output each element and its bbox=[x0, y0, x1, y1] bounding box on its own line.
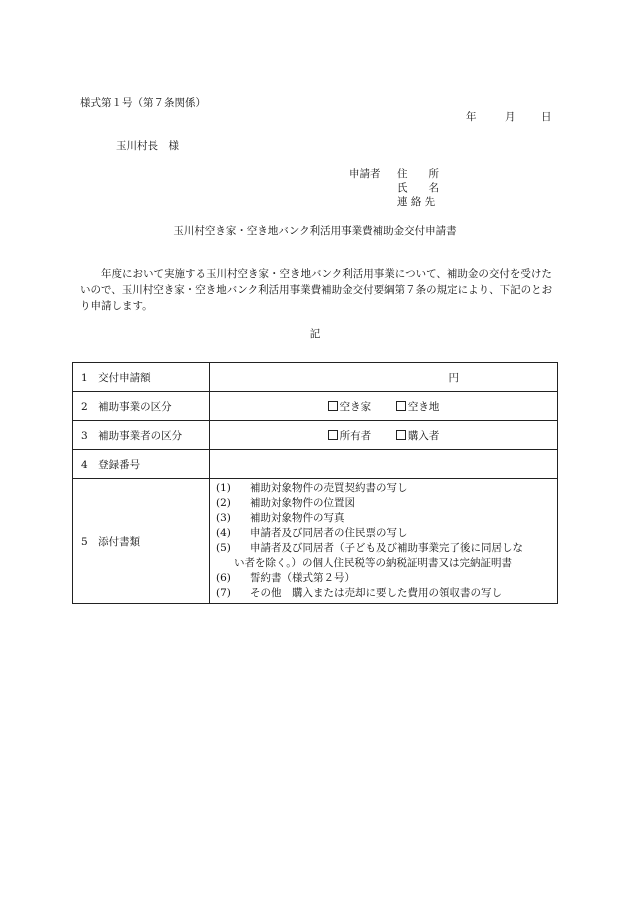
addressee: 玉川村長 様 bbox=[116, 140, 179, 152]
date-month: 月 bbox=[505, 111, 516, 123]
date-day: 日 bbox=[541, 111, 552, 123]
checkbox-akiya[interactable]: 空き家 bbox=[328, 401, 372, 413]
list-item: (1) 補助対象物件の売買契約書の写し bbox=[216, 482, 408, 494]
checkbox-icon bbox=[396, 401, 406, 411]
body-paragraph: 年度において実施する玉川村空き家・空き地バンク利活用事業について、補助金の交付を受けたいので、玉川村空き家・空き地バンク利活用事業費補助金交付要綱第７条の規定により、下記のとおり申請します。 bbox=[80, 268, 553, 312]
amount-field[interactable]: 円 bbox=[210, 363, 558, 392]
checkbox-icon bbox=[328, 401, 338, 411]
list-item: (7) その他 購入または売却に要した費用の領収書の写し bbox=[216, 587, 502, 599]
checkbox-icon bbox=[328, 430, 338, 440]
table-row bbox=[73, 479, 558, 604]
list-item-continuation: い者を除く。）の個人住民税等の納税証明書又は完納証明書 bbox=[234, 557, 513, 569]
checkbox-akichi[interactable]: 空き地 bbox=[396, 401, 440, 413]
table-row bbox=[73, 450, 558, 479]
checkbox-icon bbox=[396, 430, 406, 440]
registration-number-field[interactable] bbox=[210, 450, 558, 479]
list-item: (6) 誓約書（様式第２号） bbox=[216, 572, 355, 584]
list-item: (3) 補助対象物件の写真 bbox=[216, 512, 345, 524]
checkbox-owner[interactable]: 所有者 bbox=[328, 430, 372, 442]
table-row bbox=[73, 363, 558, 392]
row-label: 5 添付書類 bbox=[73, 479, 210, 604]
applicant-contact-label: 連 絡 先 bbox=[397, 196, 436, 208]
row-label: 2 補助事業の区分 bbox=[73, 392, 210, 421]
document-title: 玉川村空き家・空き地バンク利活用事業費補助金交付申請書 bbox=[173, 225, 457, 237]
attachments-list bbox=[210, 479, 558, 604]
application-table bbox=[72, 362, 558, 604]
list-item: (2) 補助対象物件の位置図 bbox=[216, 497, 355, 509]
list-item: (5) 申請者及び同居者（子ども及び補助事業完了後に同居しな bbox=[216, 542, 523, 554]
ki-heading: 記 bbox=[309, 328, 321, 340]
applicant-name-label: 氏 名 bbox=[397, 182, 439, 194]
applicant-label: 申請者 bbox=[349, 168, 381, 180]
table-row bbox=[73, 421, 558, 450]
applicant-address-label: 住 所 bbox=[397, 168, 439, 180]
row-label: 4 登録番号 bbox=[73, 450, 210, 479]
row-label: 3 補助事業者の区分 bbox=[73, 421, 210, 450]
table-row bbox=[73, 392, 558, 421]
checkbox-buyer[interactable]: 購入者 bbox=[396, 430, 440, 442]
list-item: (4) 申請者及び同居者の住民票の写し bbox=[216, 527, 408, 539]
applicant-type-options bbox=[210, 421, 558, 450]
form-number: 様式第１号（第７条関係） bbox=[80, 97, 206, 109]
date-year: 年 bbox=[466, 111, 477, 123]
row-label: 1 交付申請額 bbox=[73, 363, 210, 392]
project-type-options bbox=[210, 392, 558, 421]
